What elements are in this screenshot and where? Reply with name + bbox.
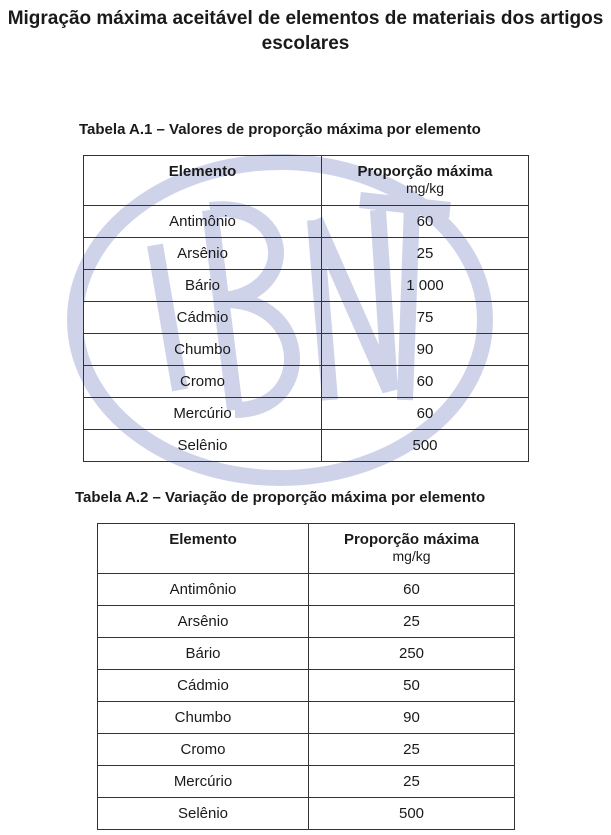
table-row [84, 238, 529, 270]
value-cell: 1 000 [322, 270, 529, 302]
value-cell: 60 [322, 398, 529, 430]
value-cell: 60 [309, 574, 515, 606]
element-cell: Bário [98, 638, 309, 670]
value-cell: 25 [309, 734, 515, 766]
value-cell: 90 [322, 334, 529, 366]
value-cell: 500 [309, 798, 515, 830]
element-cell: Mercúrio [98, 766, 309, 798]
value-cell: 60 [322, 206, 529, 238]
element-cell: Selênio [98, 798, 309, 830]
page-title: Migração máxima aceitável de elementos de materiais dos artigos escolares [7, 8, 604, 54]
element-cell: Cromo [98, 734, 309, 766]
element-cell: Antimônio [84, 206, 322, 238]
element-cell: Cádmio [98, 670, 309, 702]
table1 [83, 155, 529, 462]
table1-header-unit: mg/kg [405, 180, 445, 196]
value-cell: 500 [322, 430, 529, 462]
element-cell: Mercúrio [84, 398, 322, 430]
table-row [98, 798, 515, 830]
table1-header-value [322, 156, 529, 206]
element-cell: Antimônio [98, 574, 309, 606]
table-row [98, 574, 515, 606]
table-row [84, 398, 529, 430]
table2-header-value-label: Proporção máxima [343, 531, 480, 548]
element-cell: Arsênio [84, 238, 322, 270]
table2-header-value [309, 524, 515, 574]
value-cell: 25 [322, 238, 529, 270]
table-row [84, 302, 529, 334]
table-row [84, 334, 529, 366]
element-cell: Selênio [84, 430, 322, 462]
element-cell: Chumbo [98, 702, 309, 734]
table-row [98, 606, 515, 638]
table-row [98, 734, 515, 766]
value-cell: 50 [309, 670, 515, 702]
table-row [84, 206, 529, 238]
table-row [98, 702, 515, 734]
table-row [84, 366, 529, 398]
table1-header-row [84, 156, 529, 206]
value-cell: 75 [322, 302, 529, 334]
value-cell: 60 [322, 366, 529, 398]
table-row [84, 430, 529, 462]
value-cell: 25 [309, 766, 515, 798]
table1-header-value-label: Proporção máxima [357, 163, 493, 180]
table2 [97, 523, 515, 830]
table1-header-element-label: Elemento [168, 163, 237, 180]
table1-caption: Tabela A.1 – Valores de proporção máxima por elemento [79, 121, 481, 138]
value-cell: 90 [309, 702, 515, 734]
element-cell: Cádmio [84, 302, 322, 334]
table2-header-row [98, 524, 515, 574]
table2-header-unit: mg/kg [392, 548, 431, 564]
element-cell: Bário [84, 270, 322, 302]
value-cell: 25 [309, 606, 515, 638]
table2-header-element [98, 524, 309, 574]
table-row [84, 270, 529, 302]
element-cell: Arsênio [98, 606, 309, 638]
table-row [98, 670, 515, 702]
table1-header-element [84, 156, 322, 206]
element-cell: Cromo [84, 366, 322, 398]
table-row [98, 766, 515, 798]
value-cell: 250 [309, 638, 515, 670]
element-cell: Chumbo [84, 334, 322, 366]
table-row [98, 638, 515, 670]
table2-caption: Tabela A.2 – Variação de proporção máxima por elemento [75, 489, 486, 506]
table2-header-element-label: Elemento [169, 531, 237, 548]
